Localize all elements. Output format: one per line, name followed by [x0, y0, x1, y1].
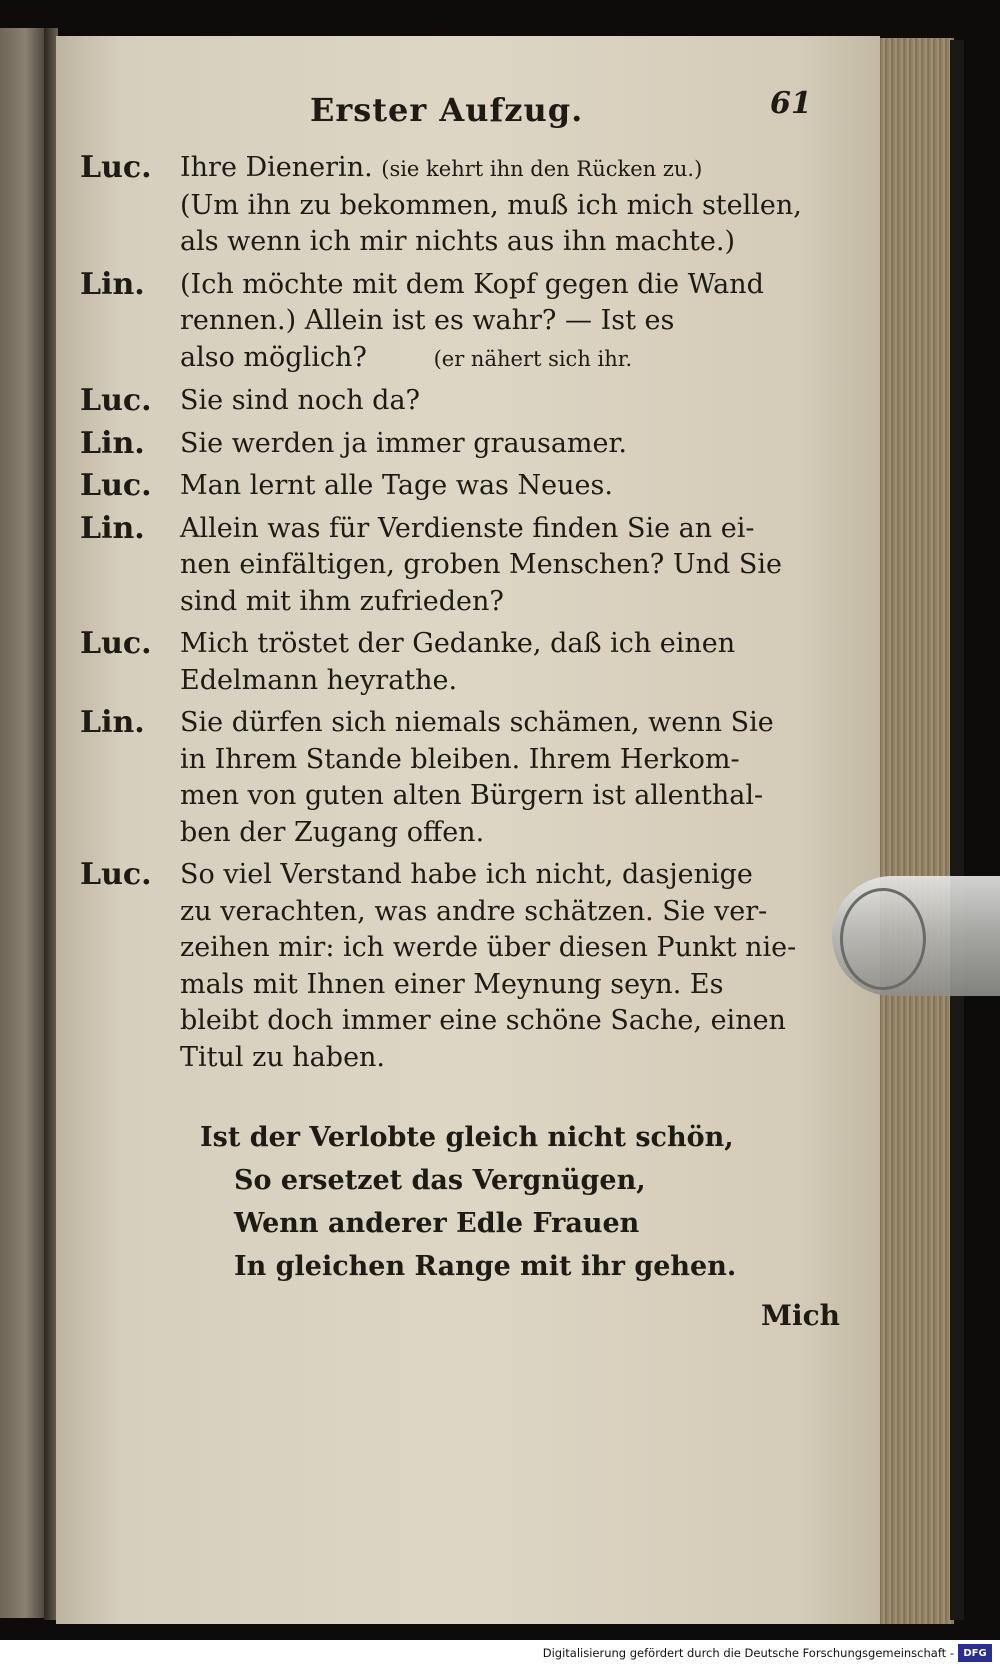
speech-text: Edelmann heyrathe.	[180, 664, 458, 696]
speech-line	[180, 584, 840, 621]
speech-line	[180, 626, 840, 663]
verse-line: Wenn anderer Edle Frauen	[234, 1208, 640, 1239]
running-header	[80, 80, 840, 136]
dfg-logo-icon: DFG	[958, 1644, 992, 1662]
speaker-name: Luc.	[80, 626, 152, 661]
speech-line	[180, 930, 840, 967]
speech-text: zu verachten, was andre schätzen. Sie ver-	[180, 895, 768, 927]
speech-text: also möglich?	[180, 341, 367, 373]
speech	[180, 626, 840, 699]
dialogue	[80, 150, 840, 1076]
dialogue-entry	[80, 626, 840, 699]
page-edge-shadow	[950, 40, 964, 1620]
speech-line	[180, 267, 840, 304]
speech-line	[180, 663, 840, 700]
speech-text: nen einfältigen, groben Menschen? Und Sie	[180, 549, 782, 580]
verse-line: So ersetzet das Vergnügen,	[234, 1165, 646, 1196]
speech-text: Sie werden ja immer grausamer.	[180, 427, 628, 459]
header-title: Erster Aufzug.	[310, 91, 584, 129]
speech-line	[180, 547, 840, 584]
page-number: 61	[770, 86, 812, 121]
speech-text: (Um ihn zu bekommen, muß ich mich stellen,	[180, 189, 802, 221]
dialogue-entry	[80, 150, 840, 261]
speech	[180, 705, 840, 851]
speech-text: als wenn ich mir nichts aus ihn machte.)	[180, 226, 735, 257]
speech-text: Mich tröstet der Gedanke, daß ich einen	[180, 628, 736, 659]
speech	[180, 857, 840, 1076]
speech-line	[180, 705, 840, 742]
speech	[180, 383, 840, 420]
speaker-name: Luc.	[80, 857, 152, 892]
dialogue-entry	[80, 383, 840, 420]
speech-text: Sie dürfen sich niemals schämen, wenn Sie	[180, 707, 774, 738]
speech-line	[180, 815, 840, 852]
verse-line: Ist der Verlobte gleich nicht schön,	[200, 1122, 734, 1153]
speech-line	[180, 224, 840, 261]
dialogue-entry	[80, 267, 840, 378]
speech	[180, 150, 840, 261]
page-clip-ring	[840, 888, 926, 990]
speech-text: in Ihrem Stande bleiben. Ihrem Herkom-	[180, 743, 740, 775]
speaker-name: Lin.	[80, 425, 145, 461]
dialogue-entry	[80, 426, 840, 463]
speech-text: bleibt doch immer eine schöne Sache, einen	[180, 1005, 786, 1036]
stage-direction: (sie kehrt ihn den Rücken zu.)	[381, 157, 703, 181]
speech	[180, 468, 840, 505]
speech-line	[180, 383, 840, 420]
footer-bar	[0, 1640, 1000, 1668]
left-page-edge	[0, 28, 46, 1618]
speech-line	[180, 967, 840, 1004]
speech-line	[180, 468, 840, 505]
speaker-name: Luc.	[80, 150, 152, 185]
speech-text: men von guten alten Bürgern ist allenthal-	[180, 780, 764, 811]
catchword: Mich	[760, 1299, 840, 1332]
speech-text: ben der Zugang offen.	[180, 816, 485, 848]
speech-line	[180, 303, 840, 340]
dialogue-entry	[80, 511, 840, 621]
dialogue-entry	[80, 705, 840, 851]
speaker-name: Luc.	[80, 383, 152, 418]
speech-text: rennen.) Allein ist es wahr? — Ist es	[180, 305, 675, 336]
speech-text: So viel Verstand habe ich nicht, dasjenige	[180, 859, 753, 890]
speech-line	[180, 742, 840, 779]
speaker-name: Lin.	[80, 510, 145, 546]
speech	[180, 426, 840, 463]
speech-line	[180, 857, 840, 894]
speech-text: Ihre Dienerin.	[180, 152, 382, 183]
speech-text: zeihen mir: ich werde über diesen Punkt nie-	[180, 932, 797, 963]
speech-text: Titul zu haben.	[180, 1041, 386, 1073]
speech-line	[180, 188, 840, 225]
dialogue-entry	[80, 468, 840, 505]
speech-line	[180, 778, 840, 815]
speech-line	[180, 340, 840, 378]
page-block-edge	[876, 38, 954, 1624]
speech-line	[180, 1003, 840, 1040]
stage-direction: (er nähert sich ihr.	[366, 346, 633, 371]
speaker-name: Luc.	[80, 468, 152, 503]
speech-text: Man lernt alle Tage was Neues.	[180, 470, 613, 501]
footer-credit: Digitalisierung gefördert durch die Deutsche Forschungsgemeinschaft -	[542, 1646, 954, 1660]
speech-line	[180, 1040, 840, 1077]
speech	[180, 511, 840, 621]
speech-text: mals mit Ihnen einer Meynung seyn. Es	[180, 968, 724, 1000]
speech-text: sind mit ihm zufrieden?	[180, 585, 504, 617]
page-text	[80, 80, 840, 1335]
speech-line	[180, 511, 840, 548]
speech	[180, 267, 840, 378]
speech-line	[180, 150, 840, 188]
speaker-name: Lin.	[80, 266, 145, 302]
speech-text: (Ich möchte mit dem Kopf gegen die Wand	[180, 268, 764, 300]
speaker-name: Lin.	[80, 705, 145, 740]
dialogue-entry	[80, 857, 840, 1076]
speech-text: Allein was für Verdienste finden Sie an ei-	[180, 512, 755, 544]
speech-text: Sie sind noch da?	[180, 385, 421, 416]
verse-block	[200, 1116, 840, 1288]
speech-line	[180, 894, 840, 931]
speech-line	[180, 426, 840, 463]
verse-line: In gleichen Range mit ihr gehen.	[234, 1251, 737, 1282]
